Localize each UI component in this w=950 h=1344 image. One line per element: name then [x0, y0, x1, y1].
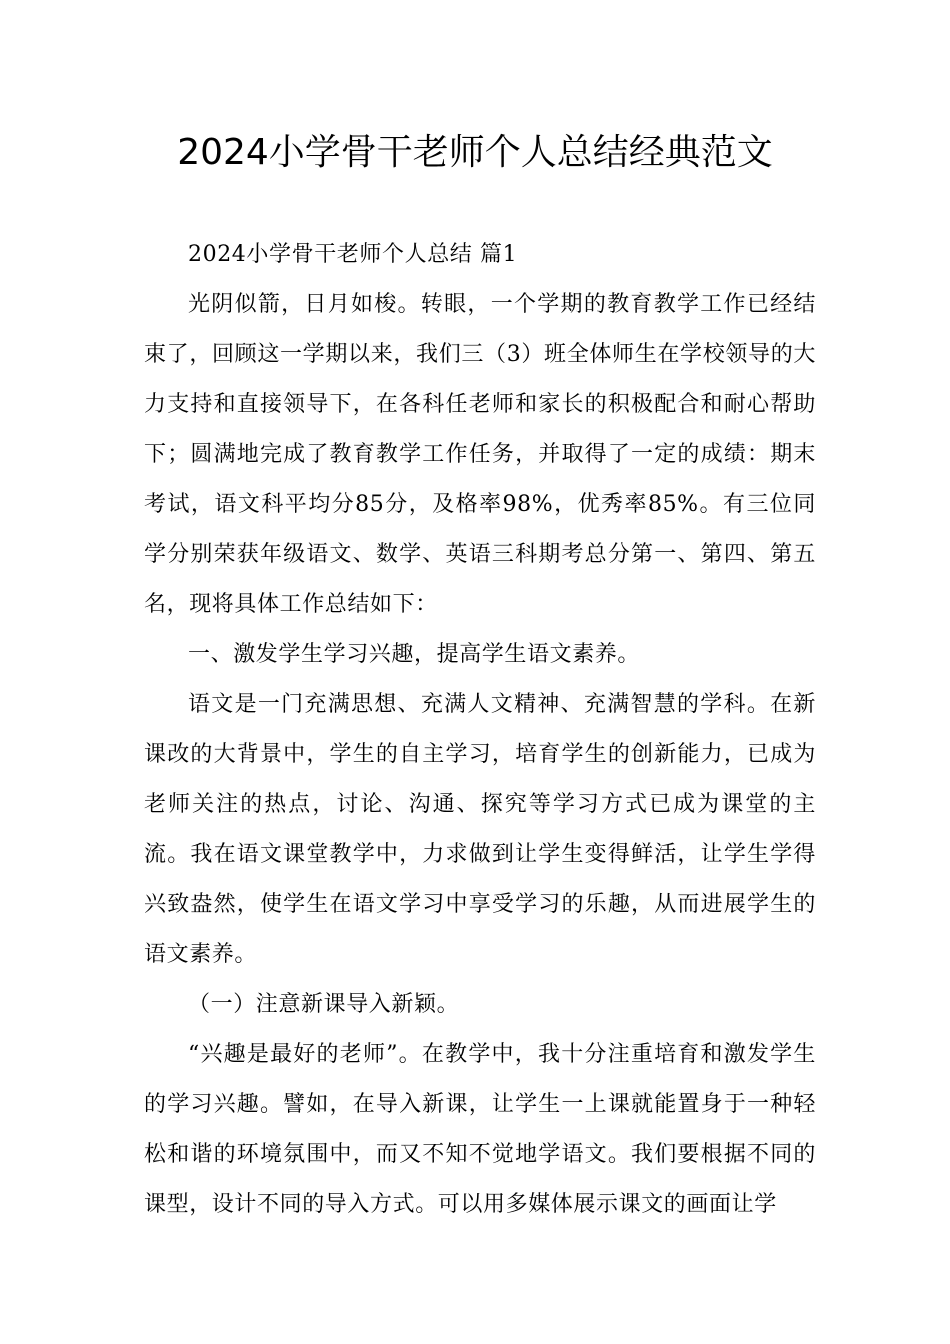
- document-title: 2024小学骨干老师个人总结经典范文: [177, 132, 773, 173]
- paragraph-interest: “兴趣是最好的老师”。在教学中，我十分注重培育和激发学生的学习兴趣。譬如，在导入新课，让学生一上课就能置身于一种轻松和谐的环境氛围中，而又不知不觉地学语文。我们要根据不同的课型，设计不同的导入方式。可以用多媒体展示课文的画面让学: [144, 1042, 816, 1217]
- document-body: [144, 230, 816, 1230]
- section-heading: 2024小学骨干老师个人总结 篇1: [188, 242, 518, 267]
- paragraph-chinese-subject: 语文是一门充满思想、充满人文精神、充满智慧的学科。在新课改的大背景中，学生的自主学习，培育学生的创新能力，已成为老师关注的热点，讨论、沟通、探究等学习方式已成为课堂的主流。我在语文课堂教学中，力求做到让学生变得鲜活，让学生学得兴致盎然，使学生在语文学习中享受学习的乐趣，从而进展学生的语文素养。: [144, 692, 816, 967]
- heading-part-one: 一、激发学生学习兴趣，提高学生语文素养。: [188, 642, 641, 667]
- paragraph-intro: 光阴似箭，日月如梭。转眼，一个学期的教育教学工作已经结束了，回顾这一学期以来，我们三（3）班全体师生在学校领导的大力支持和直接领导下，在各科任老师和家长的积极配合和耐心帮助下；圆满地完成了教育教学工作任务，并取得了一定的成绩：期末考试，语文科平均分85分，及格率98%，优秀率85%。有三位同学分别荣获年级语文、数学、英语三科期考总分第一、第四、第五名，现将具体工作总结如下：: [144, 292, 816, 617]
- subheading-new-lesson: （一）注意新课导入新颖。: [188, 992, 460, 1017]
